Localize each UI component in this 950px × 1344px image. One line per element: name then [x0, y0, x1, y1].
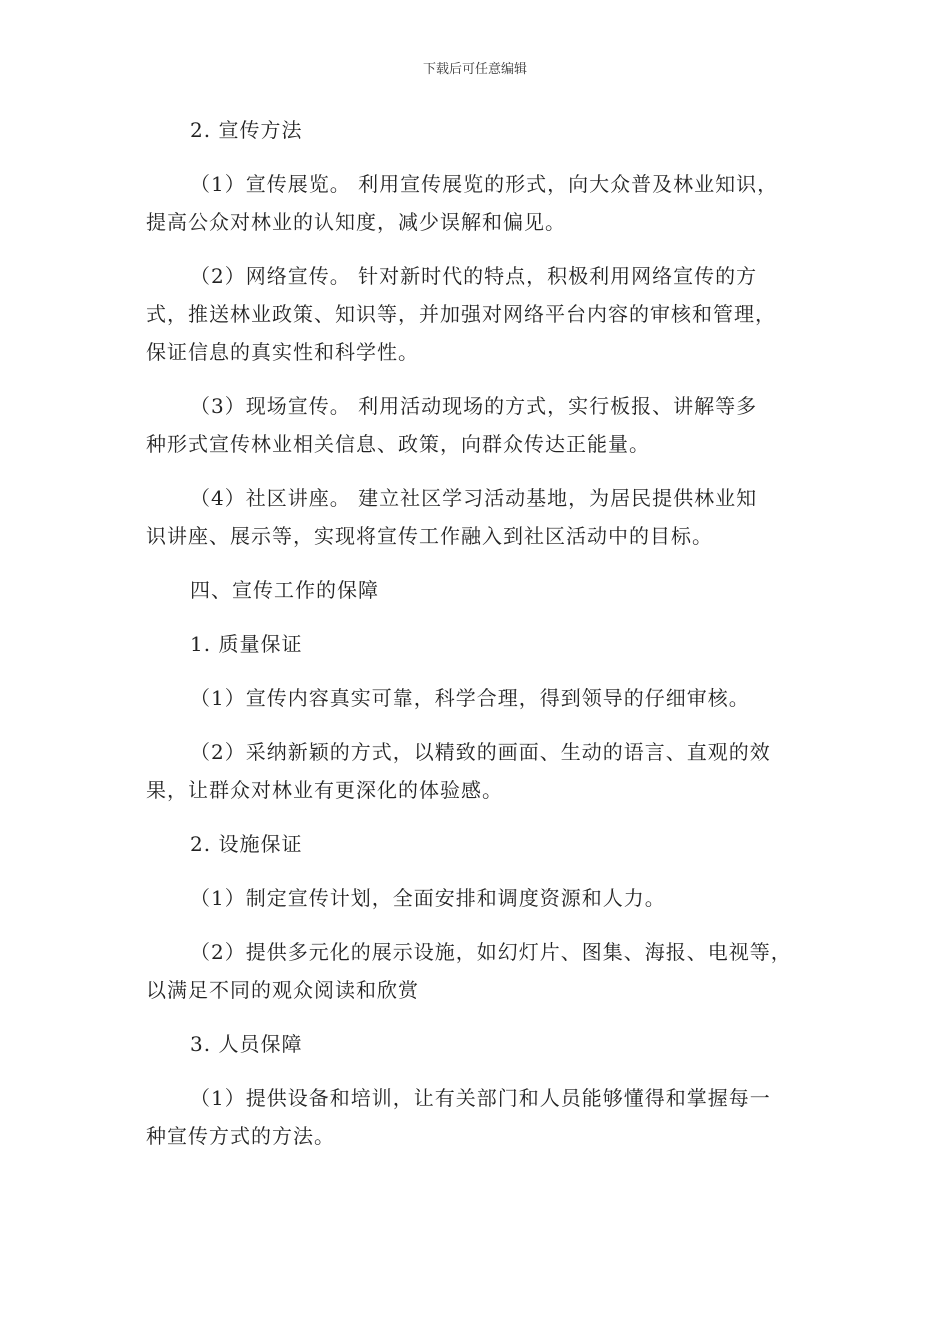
subsection-heading: 3. 人员保障 [190, 1032, 303, 1056]
section-heading: 2. 宣传方法 [190, 118, 303, 142]
paragraph-line: （1）宣传内容真实可靠，科学合理，得到领导的仔细审核。 [190, 686, 750, 710]
paragraph-line: （1）宣传展览。 利用宣传展览的形式，向大众普及林业知识， [190, 172, 779, 196]
paragraph-line: （4）社区讲座。 建立社区学习活动基地，为居民提供林业知 [190, 486, 758, 510]
paragraph-line: 果，让群众对林业有更深化的体验感。 [146, 778, 503, 802]
paragraph-line: 种形式宣传林业相关信息、政策，向群众传达正能量。 [146, 432, 650, 456]
paragraph-line: 识讲座、展示等，实现将宣传工作融入到社区活动中的目标。 [146, 524, 713, 548]
paragraph-line: （2）网络宣传。 针对新时代的特点，积极利用网络宣传的方 [190, 264, 758, 288]
paragraph-line: （1）制定宣传计划，全面安排和调度资源和人力。 [190, 886, 666, 910]
section-heading: 四、宣传工作的保障 [190, 578, 379, 602]
paragraph-line: 提高公众对林业的认知度，减少误解和偏见。 [146, 210, 566, 234]
paragraph-line: 保证信息的真实性和科学性。 [146, 340, 419, 364]
subsection-heading: 2. 设施保证 [190, 832, 303, 856]
paragraph-line: （2）采纳新颖的方式，以精致的画面、生动的语言、直观的效 [190, 740, 771, 764]
paragraph-line: （1）提供设备和培训，让有关部门和人员能够懂得和掌握每一 [190, 1086, 771, 1110]
page-header: 下载后可任意编辑 [422, 62, 527, 77]
paragraph-line: 式，推送林业政策、知识等，并加强对网络平台内容的审核和管理， [146, 302, 776, 326]
subsection-heading: 1. 质量保证 [190, 632, 303, 656]
paragraph-line: 以满足不同的观众阅读和欣赏 [146, 978, 419, 1002]
paragraph-line: （3）现场宣传。 利用活动现场的方式，实行板报、讲解等多 [190, 394, 758, 418]
paragraph-line: （2）提供多元化的展示设施，如幻灯片、图集、海报、电视等， [190, 940, 792, 964]
paragraph-line: 种宣传方式的方法。 [146, 1124, 335, 1148]
